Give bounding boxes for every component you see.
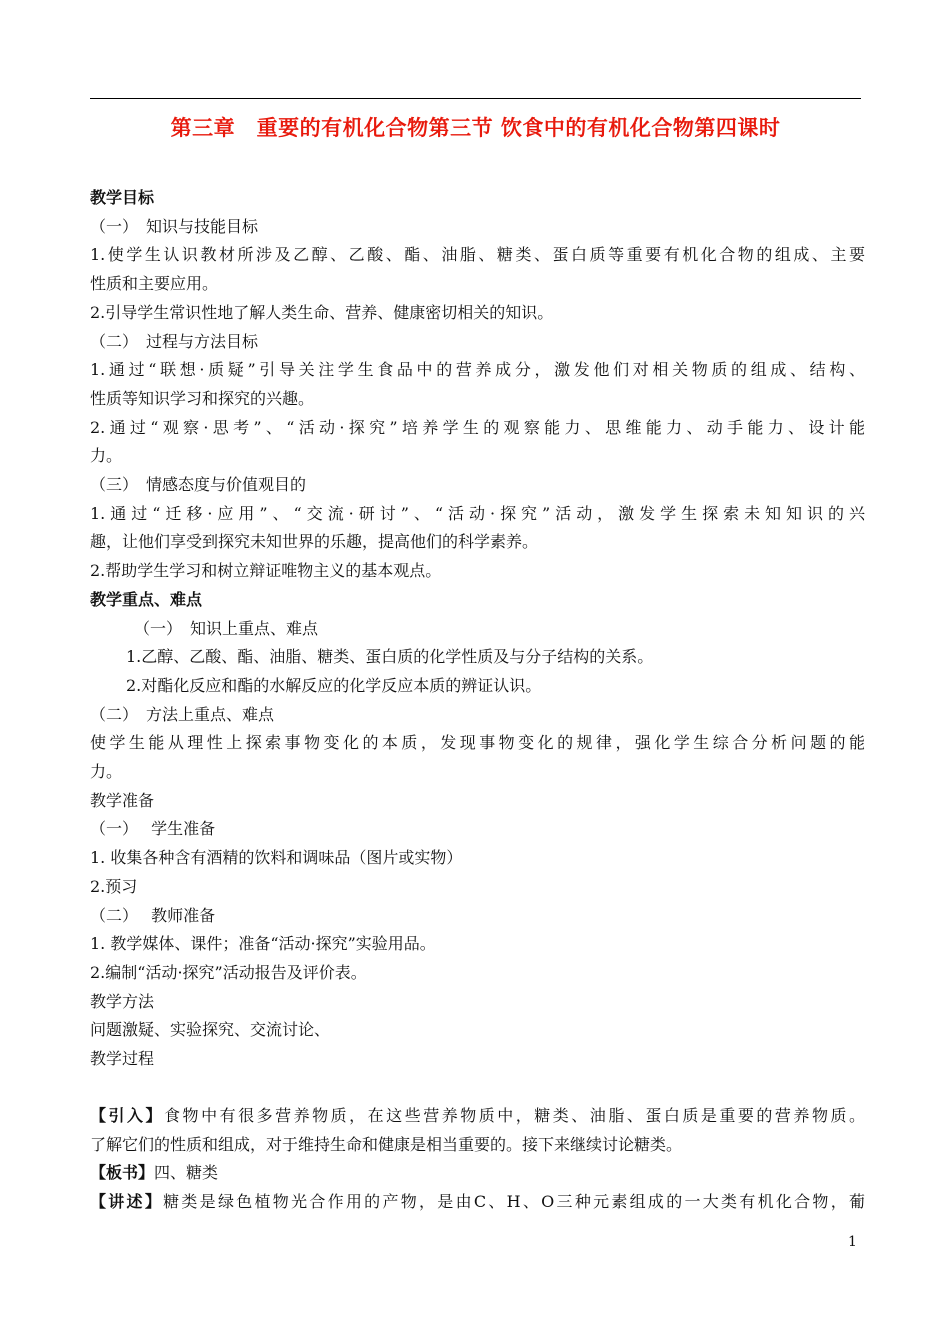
text-line bbox=[90, 528, 865, 557]
text-line bbox=[90, 930, 865, 959]
line-text: 1. 教学媒体、课件；准备“活动·探究”实验用品。 bbox=[90, 934, 436, 954]
line-text: 教学重点、难点 bbox=[90, 589, 203, 609]
text-line bbox=[90, 356, 865, 385]
line-text: 使学生能从理性上探索事物变化的本质，发现事物变化的规律，强化学生综合分析问题的能 bbox=[90, 733, 865, 753]
text-line bbox=[90, 902, 865, 931]
text-line bbox=[90, 643, 865, 672]
bracket-tag: 【引入】 bbox=[90, 1105, 165, 1125]
line-text: 2.通过“观察·思考”、“活动·探究”培养学生的观察能力、思维能力、动手能力、设计能 bbox=[90, 417, 865, 437]
text-line bbox=[90, 471, 865, 500]
line-text: 食物中有很多营养物质，在这些营养物质中，糖类、油脂、蛋白质是重要的营养物质。 bbox=[164, 1105, 865, 1125]
text-line bbox=[90, 213, 865, 242]
text-line bbox=[90, 1131, 865, 1160]
text-line bbox=[90, 500, 865, 529]
bracket-tag: 【讲述】 bbox=[90, 1191, 164, 1211]
text-line bbox=[90, 615, 865, 644]
line-text: 性质等知识学习和探究的兴趣。 bbox=[90, 388, 315, 408]
line-text: 力。 bbox=[90, 446, 123, 466]
line-text: 教学过程 bbox=[90, 1049, 155, 1069]
text-line bbox=[90, 844, 865, 873]
text-line bbox=[90, 414, 865, 443]
line-text: 1.使学生认识教材所涉及乙醇、乙酸、酯、油脂、糖类、蛋白质等重要有机化合物的组成、主要 bbox=[90, 245, 865, 265]
text-line bbox=[90, 787, 865, 816]
line-text: 1.通过“联想·质疑”引导关注学生食品中的营养成分，激发他们对相关物质的组成、结构、 bbox=[90, 360, 865, 380]
line-text: 1.通过“迁移·应用”、“交流·研讨”、“活动·探究”活动，激发学生探索未知知识的兴 bbox=[90, 503, 865, 523]
line-text: 糖类是绿色植物光合作用的产物，是由C、H、O三种元素组成的一大类有机化合物，葡 bbox=[163, 1191, 865, 1211]
text-line bbox=[90, 1102, 865, 1131]
line-text: （二） 过程与方法目标 bbox=[90, 331, 259, 351]
header-rule bbox=[90, 98, 861, 99]
line-text: 2.帮助学生学习和树立辩证唯物主义的基本观点。 bbox=[90, 561, 442, 581]
section-heading bbox=[90, 586, 865, 615]
text-line bbox=[90, 241, 865, 270]
line-text: 2.引导学生常识性地了解人类生命、营养、健康密切相关的知识。 bbox=[90, 302, 554, 322]
text-line bbox=[90, 328, 865, 357]
text-line bbox=[90, 270, 865, 299]
line-text: （三） 情感态度与价值观目的 bbox=[90, 475, 307, 495]
line-text: （一） 知识与技能目标 bbox=[90, 216, 259, 236]
line-text: （二） 方法上重点、难点 bbox=[90, 704, 275, 724]
text-line bbox=[90, 701, 865, 730]
section-heading bbox=[90, 184, 865, 213]
text-line bbox=[90, 729, 865, 758]
document-title: 第三章 重要的有机化合物第三节 饮食中的有机化合物第四课时 bbox=[170, 115, 781, 140]
line-text: 问题激疑、实验探究、交流讨论、 bbox=[90, 1020, 331, 1040]
text-line bbox=[90, 385, 865, 414]
line-text: （二） 教师准备 bbox=[90, 905, 216, 925]
text-line bbox=[90, 299, 865, 328]
text-line bbox=[90, 959, 865, 988]
text-line bbox=[90, 1045, 865, 1074]
text-line bbox=[90, 1188, 865, 1217]
text-line bbox=[90, 815, 865, 844]
text-line bbox=[90, 672, 865, 701]
text-line bbox=[90, 1159, 865, 1188]
text-line bbox=[90, 557, 865, 586]
line-text: （一） 知识上重点、难点 bbox=[134, 618, 319, 638]
text-line bbox=[90, 873, 865, 902]
line-text: 2.对酯化反应和酯的水解反应的化学反应本质的辨证认识。 bbox=[126, 675, 542, 695]
line-text: 趣，让他们享受到探究未知世界的乐趣，提高他们的科学素养。 bbox=[90, 532, 539, 552]
text-line bbox=[90, 442, 865, 471]
line-text: 教学准备 bbox=[90, 790, 155, 810]
bracket-tag: 【板书】 bbox=[90, 1163, 155, 1183]
text-line bbox=[90, 988, 865, 1017]
page-number: 1 bbox=[848, 1234, 857, 1250]
line-text: 了解它们的性质和组成，对于维持生命和健康是相当重要的。接下来继续讨论糖类。 bbox=[90, 1134, 683, 1154]
line-text: 1.乙醇、乙酸、酯、油脂、糖类、蛋白质的化学性质及与分子结构的关系。 bbox=[126, 647, 654, 667]
line-text: 教学目标 bbox=[90, 188, 155, 207]
line-text: 性质和主要应用。 bbox=[90, 274, 219, 294]
line-text: 力。 bbox=[90, 762, 123, 782]
line-text: 教学方法 bbox=[90, 991, 155, 1011]
text-line bbox=[90, 1016, 865, 1045]
blank-line bbox=[90, 1074, 865, 1102]
line-text: 2.预习 bbox=[90, 876, 138, 896]
line-text: （一） 学生准备 bbox=[90, 819, 216, 839]
line-text: 1. 收集各种含有酒精的饮料和调味品（图片或实物） bbox=[90, 848, 463, 868]
line-text: 2.编制“活动·探究”活动报告及评价表。 bbox=[90, 962, 367, 982]
line-text: 四、糖类 bbox=[154, 1163, 219, 1183]
text-line bbox=[90, 758, 865, 787]
document-body bbox=[90, 184, 865, 1217]
